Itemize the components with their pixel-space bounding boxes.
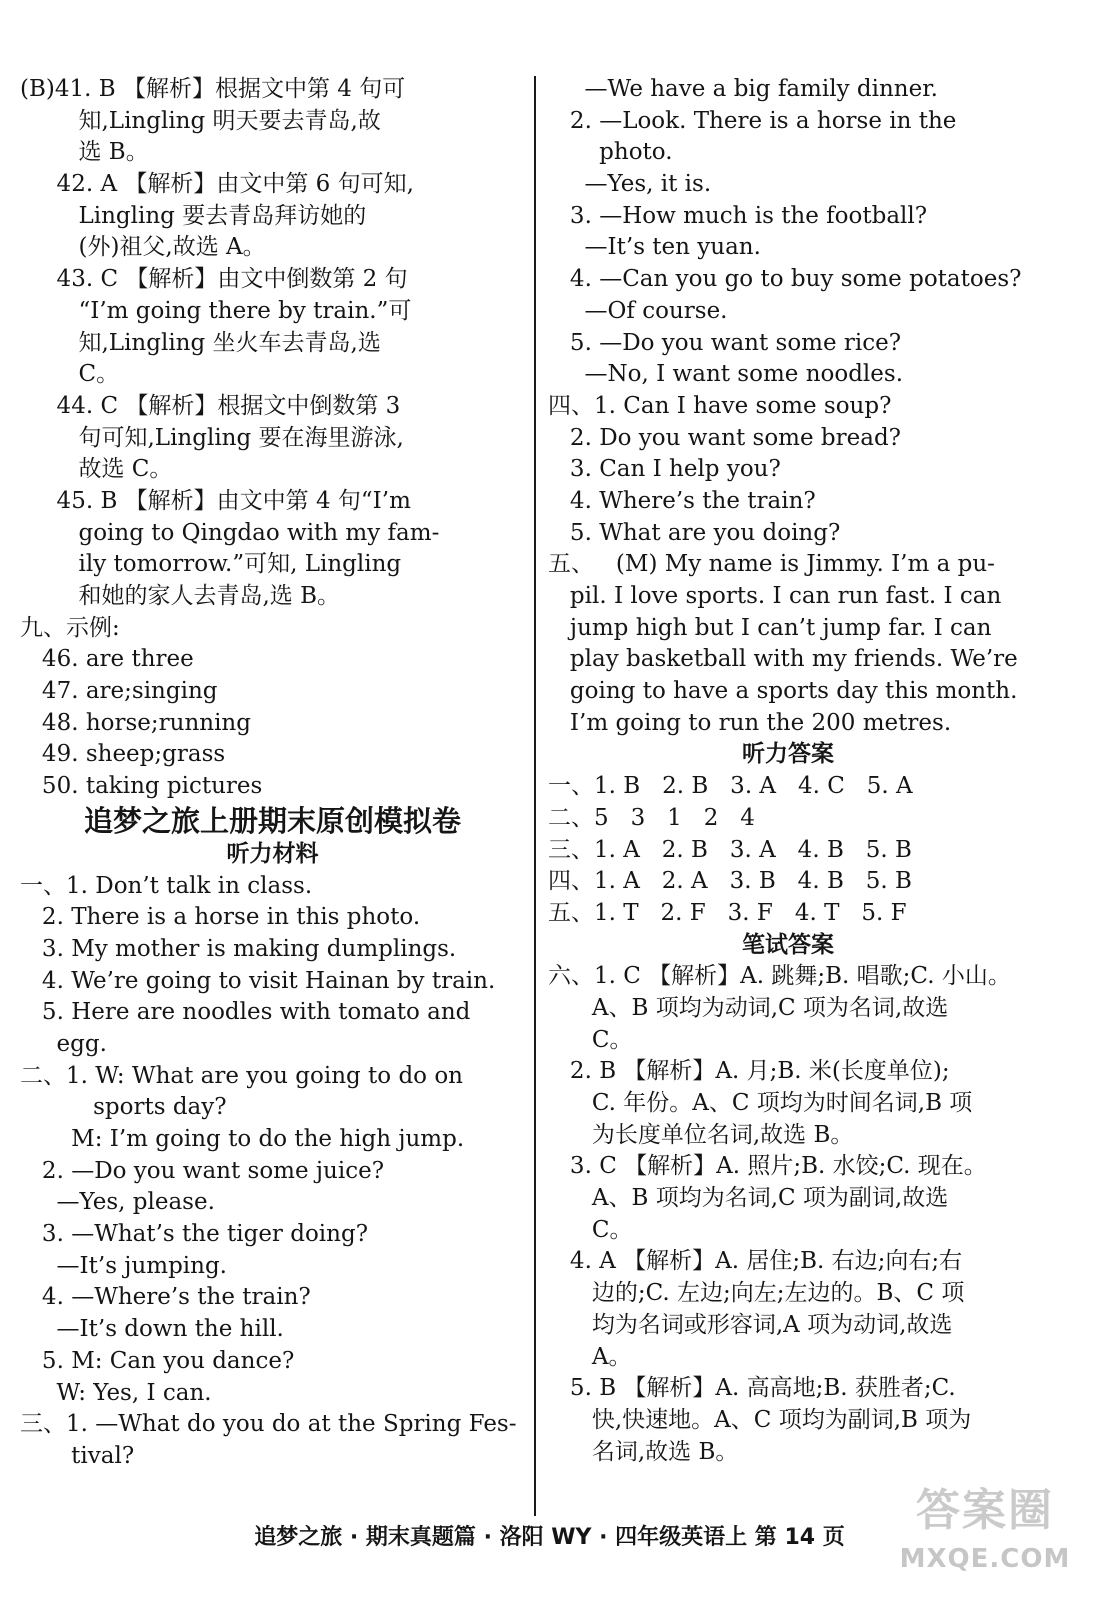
text-line: 五、 (M) My name is Jimmy. I’m a pu- <box>548 551 995 578</box>
text-line: 4. A 【解析】A. 居住;B. 右边;向右;右 <box>548 1248 963 1275</box>
text-line: 50. taking pictures <box>20 773 263 800</box>
text-line: sports day? <box>20 1094 227 1121</box>
text-line: going to have a sports day this month. <box>548 678 1018 705</box>
text-line: “I’m going there by train.”可 <box>20 297 412 324</box>
text-line: 句可知,Lingling 要在海里游泳, <box>20 424 404 451</box>
text-line: C. 年份。A、C 项均为时间名词,B 项 <box>548 1090 973 1116</box>
text-line: 故选 C。 <box>20 456 173 483</box>
text-line: 5. M: Can you dance? <box>20 1347 295 1374</box>
text-line: 5. Here are noodles with tomato and <box>20 999 471 1026</box>
text-line: 45. B 【解析】由文中第 4 句“I’m <box>20 487 411 514</box>
text-line: 4. —Can you go to buy some potatoes? <box>548 266 1022 293</box>
text-line: 49. sheep;grass <box>20 741 226 768</box>
watermark-logo-text: 答案圈 <box>916 1485 1054 1536</box>
text-line: 九、示例: <box>20 614 120 641</box>
text-line: C。 <box>548 1026 633 1053</box>
text-line: —It’s jumping. <box>20 1252 227 1279</box>
text-line: 4. We’re going to visit Hainan by train. <box>20 967 496 994</box>
text-line: 3. Can I help you? <box>548 456 781 483</box>
text-line: 选 B。 <box>20 139 149 166</box>
text-line: —It’s ten yuan. <box>548 234 761 261</box>
text-line: 4. Where’s the train? <box>548 487 816 514</box>
text-line: 知,Lingling 明天要去青岛,故 <box>20 107 381 134</box>
text-line: 听力材料 <box>226 840 319 867</box>
text-line: C。 <box>548 1216 633 1243</box>
site-watermark <box>885 1480 1085 1590</box>
text-line: Lingling 要去青岛拜访她的 <box>20 202 367 229</box>
watermark-domain: MXQE.COM <box>899 1544 1071 1574</box>
text-line: 3. —How much is the football? <box>548 202 928 229</box>
text-line: 48. horse;running <box>20 709 251 736</box>
left-column <box>20 74 525 1473</box>
text-line: 4. —Where’s the train? <box>20 1284 311 1311</box>
text-line: 5. What are you doing? <box>548 519 841 546</box>
text-line: 三、1. —What do you do at the Spring Fes- <box>20 1411 517 1438</box>
text-line: C。 <box>20 361 120 388</box>
text-line: —Yes, it is. <box>548 171 712 198</box>
text-line: photo. <box>548 139 673 166</box>
text-line: 46. are three <box>20 646 194 673</box>
text-line: 均为名词或形容词,A 项为动词,故选 <box>548 1311 953 1338</box>
text-line: 2. —Do you want some juice? <box>20 1157 385 1184</box>
text-line: play basketball with my friends. We’re <box>548 646 1018 673</box>
text-line: A、B 项均为名词,C 项为副词,故选 <box>548 1185 949 1212</box>
text-line: 五、1. T 2. F 3. F 4. T 5. F <box>548 899 907 926</box>
text-line: (B)41. B 【解析】根据文中第 4 句可 <box>20 76 406 102</box>
text-line: 一、1. B 2. B 3. A 4. C 5. A <box>548 773 913 800</box>
text-line: 名词,故选 B。 <box>548 1438 739 1465</box>
text-line: 三、1. A 2. B 3. A 4. B 5. B <box>548 836 912 863</box>
text-line: 43. C 【解析】由文中倒数第 2 句 <box>20 266 408 293</box>
text-line: jump high but I can’t jump far. I can <box>548 614 992 641</box>
text-line: I’m going to run the 200 metres. <box>548 709 952 736</box>
text-line: tival? <box>20 1442 135 1469</box>
text-line: —No, I want some noodles. <box>548 361 904 388</box>
text-line: 3. —What’s the tiger doing? <box>20 1221 369 1248</box>
text-line: —It’s down the hill. <box>20 1316 284 1343</box>
text-line: 四、1. A 2. A 3. B 4. B 5. B <box>548 868 912 895</box>
text-line: 知,Lingling 坐火车去青岛,选 <box>20 329 381 356</box>
text-line: A。 <box>548 1343 632 1370</box>
text-line: 二、1. W: What are you going to do on <box>20 1062 463 1089</box>
text-line: 44. C 【解析】根据文中倒数第 3 <box>20 392 401 419</box>
text-line: M: I’m going to do the high jump. <box>20 1126 465 1152</box>
text-line: 2. There is a horse in this photo. <box>20 904 421 931</box>
text-line: 快,快速地。A、C 项均为副词,B 项为 <box>548 1406 972 1433</box>
text-line: 5. —Do you want some rice? <box>548 329 902 356</box>
text-line: 追梦之旅上册期末原创模拟卷 <box>83 803 461 838</box>
text-line: —We have a big family dinner. <box>548 76 938 102</box>
text-line: 笔试答案 <box>742 931 834 958</box>
text-line: 二、5 3 1 2 4 <box>548 804 755 831</box>
text-line: 2. —Look. There is a horse in the <box>548 107 957 134</box>
page-footer: 追梦之旅 · 期末真题篇 · 洛阳 WY · 四年级英语上 第 14 页 <box>254 1525 845 1550</box>
column-divider <box>534 76 536 1516</box>
text-line: pil. I love sports. I can run fast. I can <box>548 583 1002 609</box>
right-column <box>548 74 1028 1468</box>
text-line: 42. A 【解析】由文中第 6 句可知, <box>20 171 414 198</box>
text-line: 和她的家人去青岛,选 B。 <box>20 583 341 609</box>
text-line: going to Qingdao with my fam- <box>20 519 440 546</box>
text-line: 3. My mother is making dumplings. <box>20 935 457 962</box>
text-line: —Yes, please. <box>20 1189 215 1216</box>
text-line: —Of course. <box>548 297 728 324</box>
text-line: 5. B 【解析】A. 高高地;B. 获胜者;C. <box>548 1375 956 1402</box>
text-line: 边的;C. 左边;向左;左边的。B、C 项 <box>548 1280 965 1307</box>
text-line: 为长度单位名词,故选 B。 <box>548 1121 854 1148</box>
text-line: W: Yes, I can. <box>20 1379 212 1406</box>
text-line: (外)祖父,故选 A。 <box>20 234 266 261</box>
text-line: 听力答案 <box>742 741 834 768</box>
text-line: egg. <box>20 1030 107 1057</box>
text-line: 47. are;singing <box>20 678 218 705</box>
text-line: 四、1. Can I have some soup? <box>548 392 892 419</box>
text-line: 六、1. C 【解析】A. 跳舞;B. 唱歌;C. 小山。 <box>548 963 1011 990</box>
text-line: 3. C 【解析】A. 照片;B. 水饺;C. 现在。 <box>548 1153 987 1180</box>
text-line: 一、1. Don’t talk in class. <box>20 872 313 899</box>
text-line: ily tomorrow.”可知, Lingling <box>20 551 402 578</box>
text-line: 2. B 【解析】A. 月;B. 米(长度单位); <box>548 1058 950 1085</box>
text-line: 2. Do you want some bread? <box>548 424 901 451</box>
text-line: A、B 项均为动词,C 项为名词,故选 <box>548 994 949 1021</box>
